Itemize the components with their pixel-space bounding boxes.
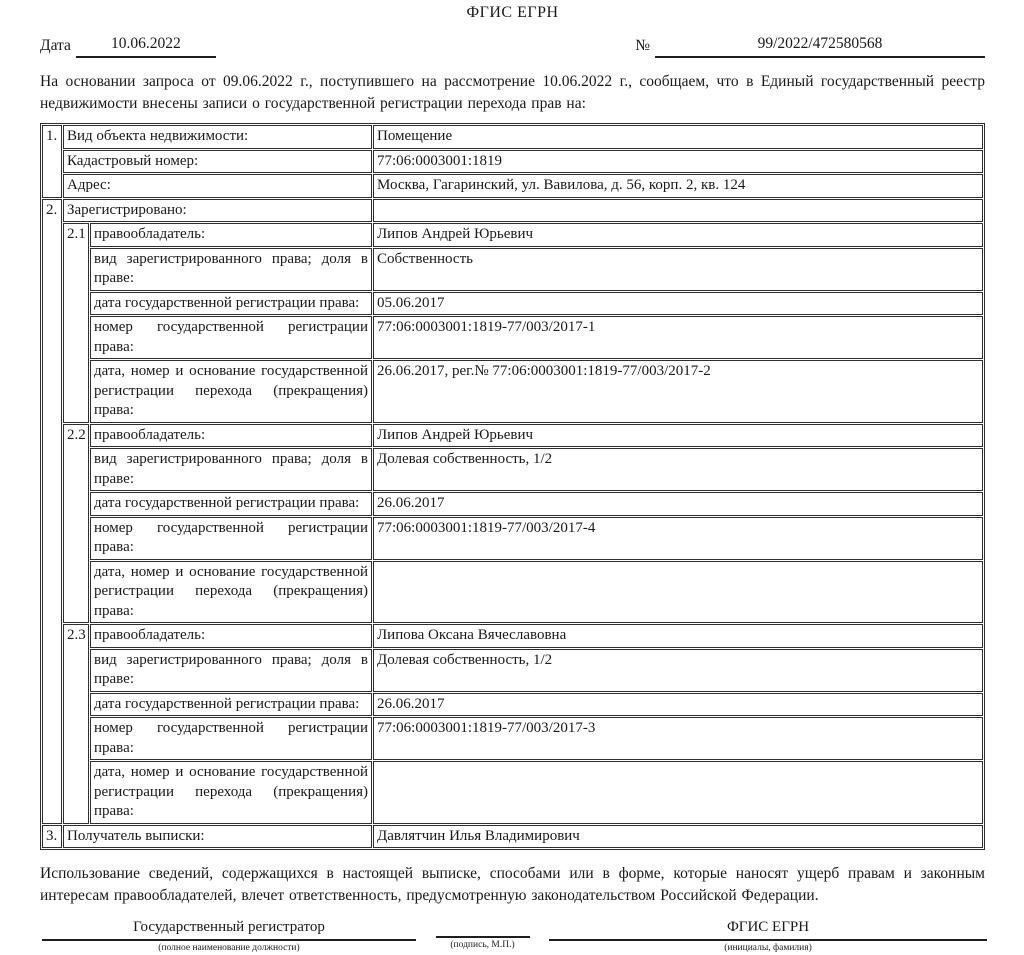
row-value: 77:06:0003001:1819-77/003/2017-4 (373, 517, 983, 560)
signature-registrar-line: Государственный регистратор (42, 918, 416, 941)
signature-stamp-line (436, 918, 530, 938)
row-label: правообладатель: (90, 624, 372, 648)
footer-paragraph: Использование сведений, содержащихся в настоящей выписке, способами или в форме, которые наносят ущерб правам и законным интересам правообладателей, влечет ответственность, предусмотренную законодательством Российской Федерации. (40, 865, 985, 904)
table-row (42, 561, 983, 624)
row-label: номер государственной регистрации права: (90, 717, 372, 760)
table-row (42, 825, 983, 849)
signature-fgis (549, 918, 987, 955)
row-label: Вид объекта недвижимости: (63, 125, 372, 149)
row-label: дата, номер и основание государственной регистрации перехода (прекращения) права: (90, 360, 372, 423)
row-label: номер государственной регистрации права: (90, 316, 372, 359)
row-label: вид зарегистрированного права; доля в праве: (90, 448, 372, 491)
row-value: Долевая собственность, 1/2 (373, 649, 983, 692)
document-title: ФГИС ЕГРН (466, 4, 559, 21)
date-group (40, 35, 216, 58)
doc-number-group (635, 35, 985, 58)
table-row (42, 693, 983, 717)
row-label: правообладатель: (90, 424, 372, 448)
table-row (42, 316, 983, 359)
table-row (42, 125, 983, 149)
row-value: Липов Андрей Юрьевич (373, 424, 983, 448)
row-value: Давлятчин Илья Владимирович (373, 825, 983, 849)
row-value: 77:06:0003001:1819 (373, 150, 983, 174)
row-label: вид зарегистрированного права; доля в праве: (90, 248, 372, 291)
table-row (42, 360, 983, 423)
row-label: Адрес: (63, 174, 372, 198)
row-label: дата, номер и основание государственной регистрации перехода (прекращения) права: (90, 761, 372, 824)
section-number: 2.1 (63, 223, 89, 423)
signature-registrar (42, 918, 416, 955)
row-label: Зарегистрировано: (63, 199, 372, 223)
table-row (42, 517, 983, 560)
doc-number-label: № (635, 37, 650, 54)
row-value: Липова Оксана Вячеславовна (373, 624, 983, 648)
signature-stamp (436, 918, 530, 955)
table-row (42, 292, 983, 316)
table-row (42, 717, 983, 760)
row-label: правообладатель: (90, 223, 372, 247)
section-number: 2.2 (63, 424, 89, 624)
signature-fgis-caption: (инициалы, фамилия) (724, 943, 812, 953)
date-label: Дата (40, 37, 71, 54)
row-value: 05.06.2017 (373, 292, 983, 316)
table-row (42, 223, 983, 247)
table-row (42, 492, 983, 516)
row-label: вид зарегистрированного права; доля в праве: (90, 649, 372, 692)
row-label: дата государственной регистрации права: (90, 693, 372, 717)
row-value: Долевая собственность, 1/2 (373, 448, 983, 491)
row-value (373, 761, 983, 824)
section-number: 2.3 (63, 624, 89, 824)
table-row (42, 424, 983, 448)
doc-number-value: 99/2022/472580568 (655, 35, 985, 58)
signature-stamp-caption: (подпись, М.П.) (450, 940, 515, 950)
row-label: Получатель выписки: (63, 825, 372, 849)
row-value: Помещение (373, 125, 983, 149)
meta-row (40, 35, 985, 58)
table-row (42, 649, 983, 692)
row-value: Москва, Гагаринский, ул. Вавилова, д. 56, корп. 2, кв. 124 (373, 174, 983, 198)
row-value: 26.06.2017 (373, 492, 983, 516)
table-row (42, 174, 983, 198)
row-label: номер государственной регистрации права: (90, 517, 372, 560)
row-number: 2. (42, 199, 62, 824)
row-value: 77:06:0003001:1819-77/003/2017-1 (373, 316, 983, 359)
row-number: 1. (42, 125, 62, 198)
table-row (42, 448, 983, 491)
intro-paragraph: На основании запроса от 09.06.2022 г., поступившего на рассмотрение 10.06.2022 г., сообщаем, что в Единый государственный реестр недвижимости внесены записи о государственной регистрации перехода прав на: (40, 73, 985, 112)
signature-fgis-line: ФГИС ЕГРН (549, 918, 987, 941)
date-value: 10.06.2022 (76, 35, 216, 58)
row-number: 3. (42, 825, 62, 849)
row-label: дата государственной регистрации права: (90, 492, 372, 516)
row-value: Собственность (373, 248, 983, 291)
table-row (42, 199, 983, 223)
row-value (373, 561, 983, 624)
row-value: 77:06:0003001:1819-77/003/2017-3 (373, 717, 983, 760)
table-row (42, 761, 983, 824)
row-value: 26.06.2017 (373, 693, 983, 717)
signature-block (42, 918, 987, 955)
row-label: дата, номер и основание государственной регистрации перехода (прекращения) права: (90, 561, 372, 624)
row-value: 26.06.2017, рег.№ 77:06:0003001:1819-77/003/2017-2 (373, 360, 983, 423)
row-value: Липов Андрей Юрьевич (373, 223, 983, 247)
signature-registrar-caption: (полное наименование должности) (158, 943, 300, 953)
row-label: Кадастровый номер: (63, 150, 372, 174)
table-row (42, 624, 983, 648)
row-label: дата государственной регистрации права: (90, 292, 372, 316)
table-row (42, 150, 983, 174)
table-row (42, 248, 983, 291)
egrn-table (40, 123, 985, 850)
row-value (373, 199, 983, 223)
